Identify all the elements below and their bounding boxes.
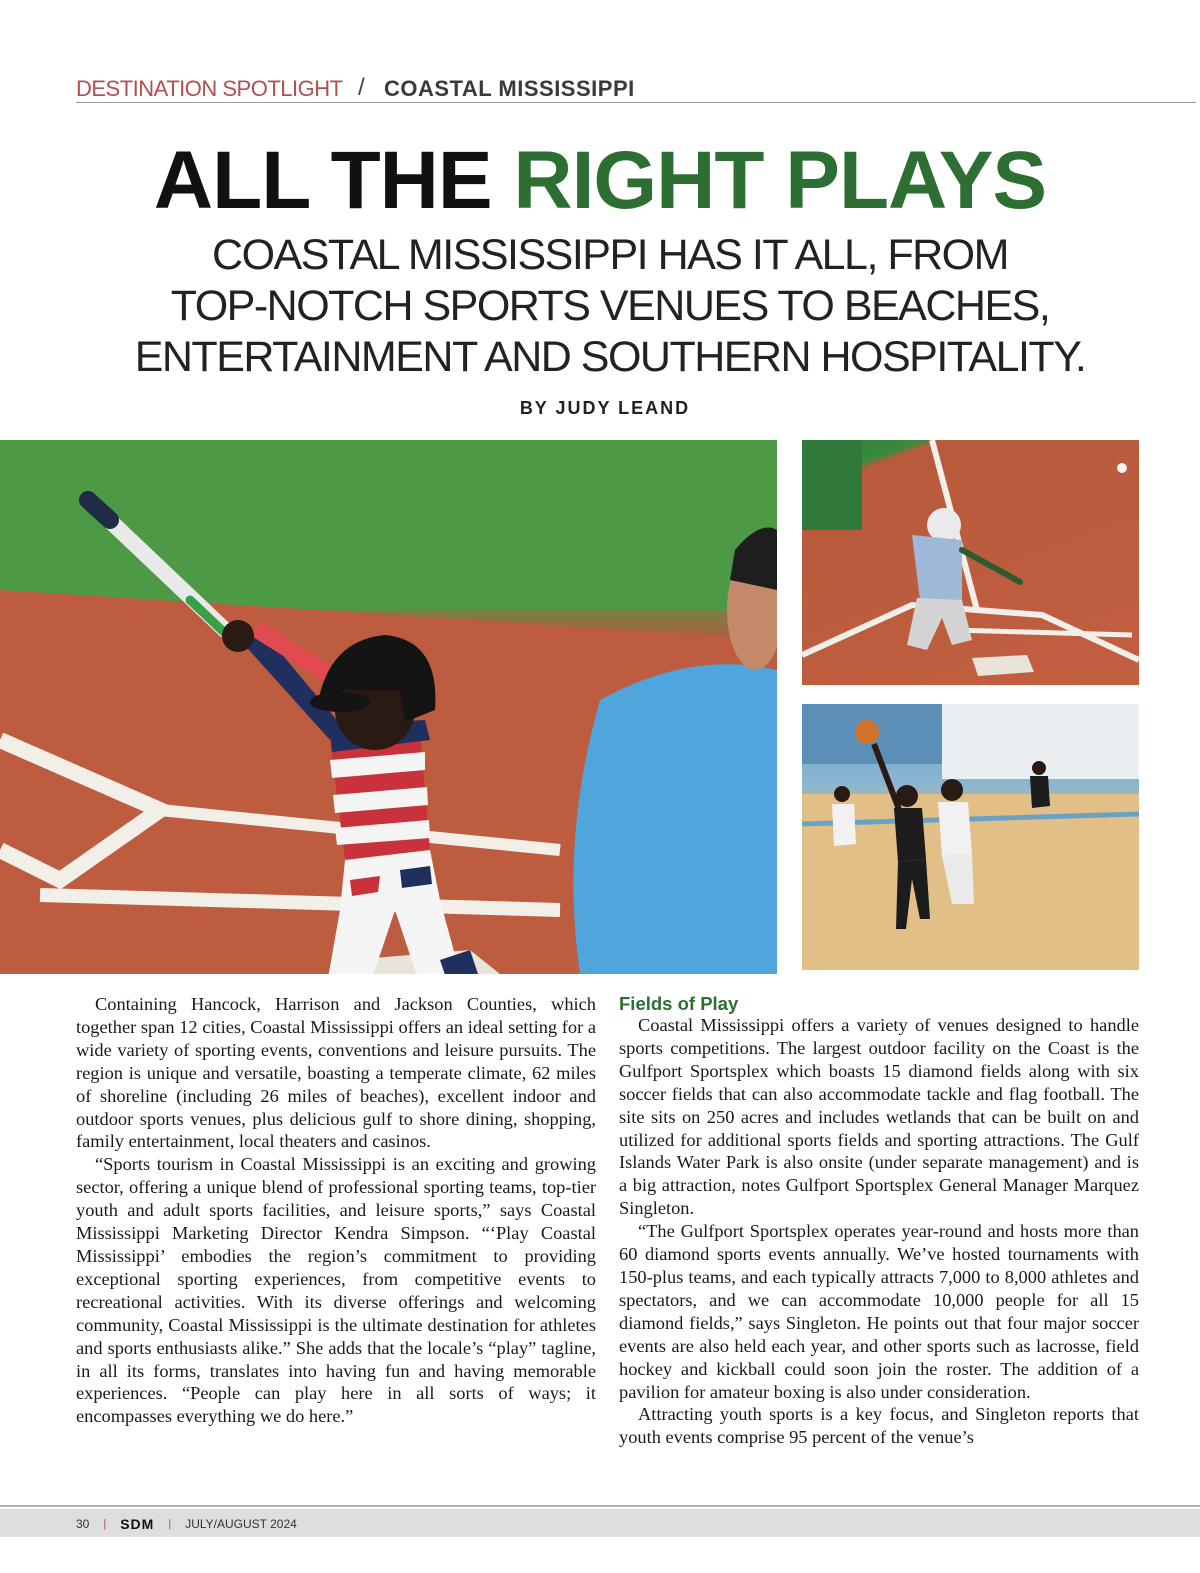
page-number: 30 xyxy=(76,1517,90,1531)
article-deck xyxy=(100,230,1120,383)
baseball-batter-photo xyxy=(0,440,777,974)
body-column-left xyxy=(76,993,596,1428)
section-subhead: Fields of Play xyxy=(619,993,739,1014)
youth-basketball-photo xyxy=(802,704,1139,970)
magazine-name: SDM xyxy=(120,1516,155,1532)
section-topic: COASTAL MISSISSIPPI xyxy=(384,76,635,101)
deck-line: TOP-NOTCH SPORTS VENUES TO BEACHES, xyxy=(170,282,1050,330)
deck-line: ENTERTAINMENT AND SOUTHERN HOSPITALITY. xyxy=(134,333,1086,381)
issue-date: JULY/AUGUST 2024 xyxy=(185,1517,297,1531)
section-header xyxy=(76,74,1196,104)
body-paragraph: Coastal Mississippi offers a variety of venues designed to handle sports competitions. The largest outdoor facility on the Coast is the Gulfport Sportsplex which boasts 15 diamond fields along with six soccer fields that can also accommodate tackle and flag football. The site sits on 250 acres and includes wetlands that can be built on and utilized for additional sports fields and sporting attractions. The Gulf Islands Water Park is also onsite (under separate management) and is a big attraction, notes Gulfport Sportsplex General Manager Marquez Singleton. xyxy=(619,1015,1139,1219)
footer-separator: | xyxy=(103,1518,107,1530)
article-title xyxy=(0,135,1200,226)
body-paragraph: “The Gulfport Sportsplex operates year-round and hosts more than 60 diamond sports events annually. We’ve hosted tournaments with 150-plus teams, and each typically attracts 7,000 to 8,000 athletes and spectators, and we can accommodate 10,000 people for all 15 diamond fields,” says Singleton. He points out that four major soccer events are also held each year, and other sports such as lacrosse, field hockey and kickball could soon join the roster. The addition of a pavilion for amateur boxing is also under consideration. xyxy=(619,1221,1139,1402)
batter-swing-illustration xyxy=(802,440,1139,685)
footer-rule xyxy=(0,1505,1200,1507)
title-part-dark: ALL THE xyxy=(153,135,514,226)
body-paragraph: Attracting youth sports is a key focus, and Singleton reports that youth events comprise 95 percent of the venue’s xyxy=(619,1404,1139,1448)
header-rule xyxy=(76,102,1196,103)
body-column-right xyxy=(619,993,1139,1449)
byline: BY JUDY LEAND xyxy=(519,398,691,418)
page-footer xyxy=(76,1515,297,1533)
deck-line: COASTAL MISSISSIPPI HAS IT ALL, FROM xyxy=(212,231,1008,279)
section-label: DESTINATION SPOTLIGHT xyxy=(76,76,343,101)
body-paragraph: “Sports tourism in Coastal Mississippi is an exciting and growing sector, offering a unique blend of professional sporting teams, top-tier youth and adult sports facilities, and leisure sports,” says Coastal Mississippi Marketing Director Kendra Simpson. “‘Play Coastal Mississippi’ embodies the region’s commitment to providing exceptional sporting experiences, from competitive events to recreational activities. With its diverse offerings and welcoming community, Coastal Mississippi is the ultimate destination for athletes and sports enthusiasts alike.” She adds that the locale’s “play” tagline, in all its forms, translates into having fun and having memorable experiences. “People can play here in all sorts of ways; it encompasses everything we do here.” xyxy=(76,1154,596,1427)
batter-swing-photo xyxy=(802,440,1139,685)
title-part-green: RIGHT PLAYS xyxy=(513,135,1047,226)
section-separator: / xyxy=(358,74,365,101)
youth-basketball-illustration xyxy=(802,704,1139,970)
body-paragraph: Containing Hancock, Harrison and Jackson Counties, which together span 12 cities, Coastal Mississippi offers an ideal setting for a wide variety of sporting events, conventions and leisure pursuits. The region is unique and versatile, boasting a temperate climate, 62 miles of shoreline (including 26 miles of beaches), excellent indoor and outdoor sports venues, plus delicious gulf to shore dining, shopping, family entertainment, local theaters and casinos. xyxy=(76,994,596,1152)
footer-separator: | xyxy=(168,1518,172,1530)
baseball-batter-illustration xyxy=(0,440,777,974)
